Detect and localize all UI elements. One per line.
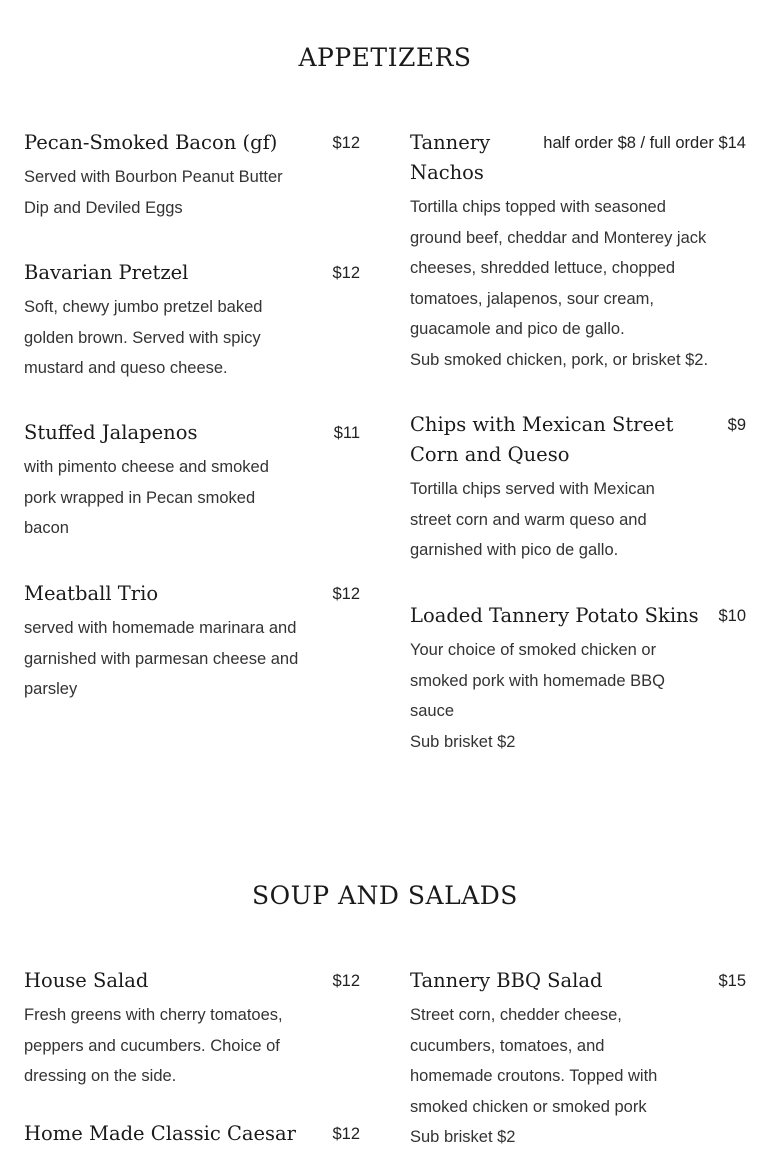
item-price: $15 (718, 972, 746, 990)
section-title-appetizers: APPETIZERS (298, 43, 472, 72)
section-title-soup-salads: SOUP AND SALADS (252, 881, 518, 910)
item-price: $11 (333, 424, 360, 442)
item-name: Tannery Nachos (410, 131, 491, 184)
item-name: Meatball Trio (24, 582, 159, 605)
item-price: $12 (332, 134, 360, 152)
item-name: House Salad (24, 969, 149, 992)
item-price: $10 (718, 607, 746, 625)
item-price: $12 (332, 585, 360, 603)
item-name: Bavarian Pretzel (24, 261, 189, 284)
item-price: $9 (727, 416, 746, 434)
item-name: Loaded Tannery Potato Skins (410, 604, 699, 627)
item-name: Chips with Mexican Street Corn and Queso (410, 413, 674, 466)
item-extra: Sub brisket $2 (410, 732, 516, 751)
item-description: with pimento cheese and smoked pork wrapped in Pecan smoked bacon (24, 458, 269, 537)
item-description: Your choice of smoked chicken or smoked pork with homemade BBQ sauce (410, 641, 665, 720)
menu-item-house-salad (24, 966, 360, 1092)
item-price: half order $8 / full order $14 (543, 134, 746, 152)
item-description: Tortilla chips served with Mexican street corn and warm queso and garnished with pico de gallo. (410, 480, 655, 559)
item-price: $12 (332, 264, 360, 282)
menu-item-classic-caesar (24, 1119, 360, 1149)
item-name: Tannery BBQ Salad (410, 969, 603, 992)
item-description: Tortilla chips topped with seasoned ground beef, cheddar and Monterey jack cheeses, shredded lettuce, chopped tomatoes, jalapenos, sour cream, guacamole and pico de gallo. (410, 198, 707, 338)
item-extra: Sub smoked chicken, pork, or brisket $2. (410, 350, 709, 369)
item-extra: Sub brisket $2 (410, 1128, 516, 1146)
item-price: $12 (332, 972, 360, 990)
item-description: Served with Bourbon Peanut Butter Dip and Deviled Eggs (24, 168, 283, 217)
item-description: Street corn, chedder cheese, cucumbers, tomatoes, and homemade croutons. Topped with smoked chicken or smoked pork (410, 1006, 658, 1116)
item-description: Fresh greens with cherry tomatoes, peppers and cucumbers. Choice of dressing on the side. (24, 1006, 283, 1085)
item-name: Stuffed Jalapenos (24, 421, 198, 444)
item-price: $12 (332, 1125, 360, 1143)
item-description: Soft, chewy jumbo pretzel baked golden brown. Served with spicy mustard and queso cheese. (24, 298, 263, 377)
item-name: Home Made Classic Caesar (24, 1122, 296, 1145)
item-name: Pecan-Smoked Bacon (gf) (24, 131, 278, 154)
item-description: served with homemade marinara and garnished with parmesan cheese and parsley (24, 619, 299, 698)
menu-item-tannery-bbq-salad (410, 966, 746, 1153)
